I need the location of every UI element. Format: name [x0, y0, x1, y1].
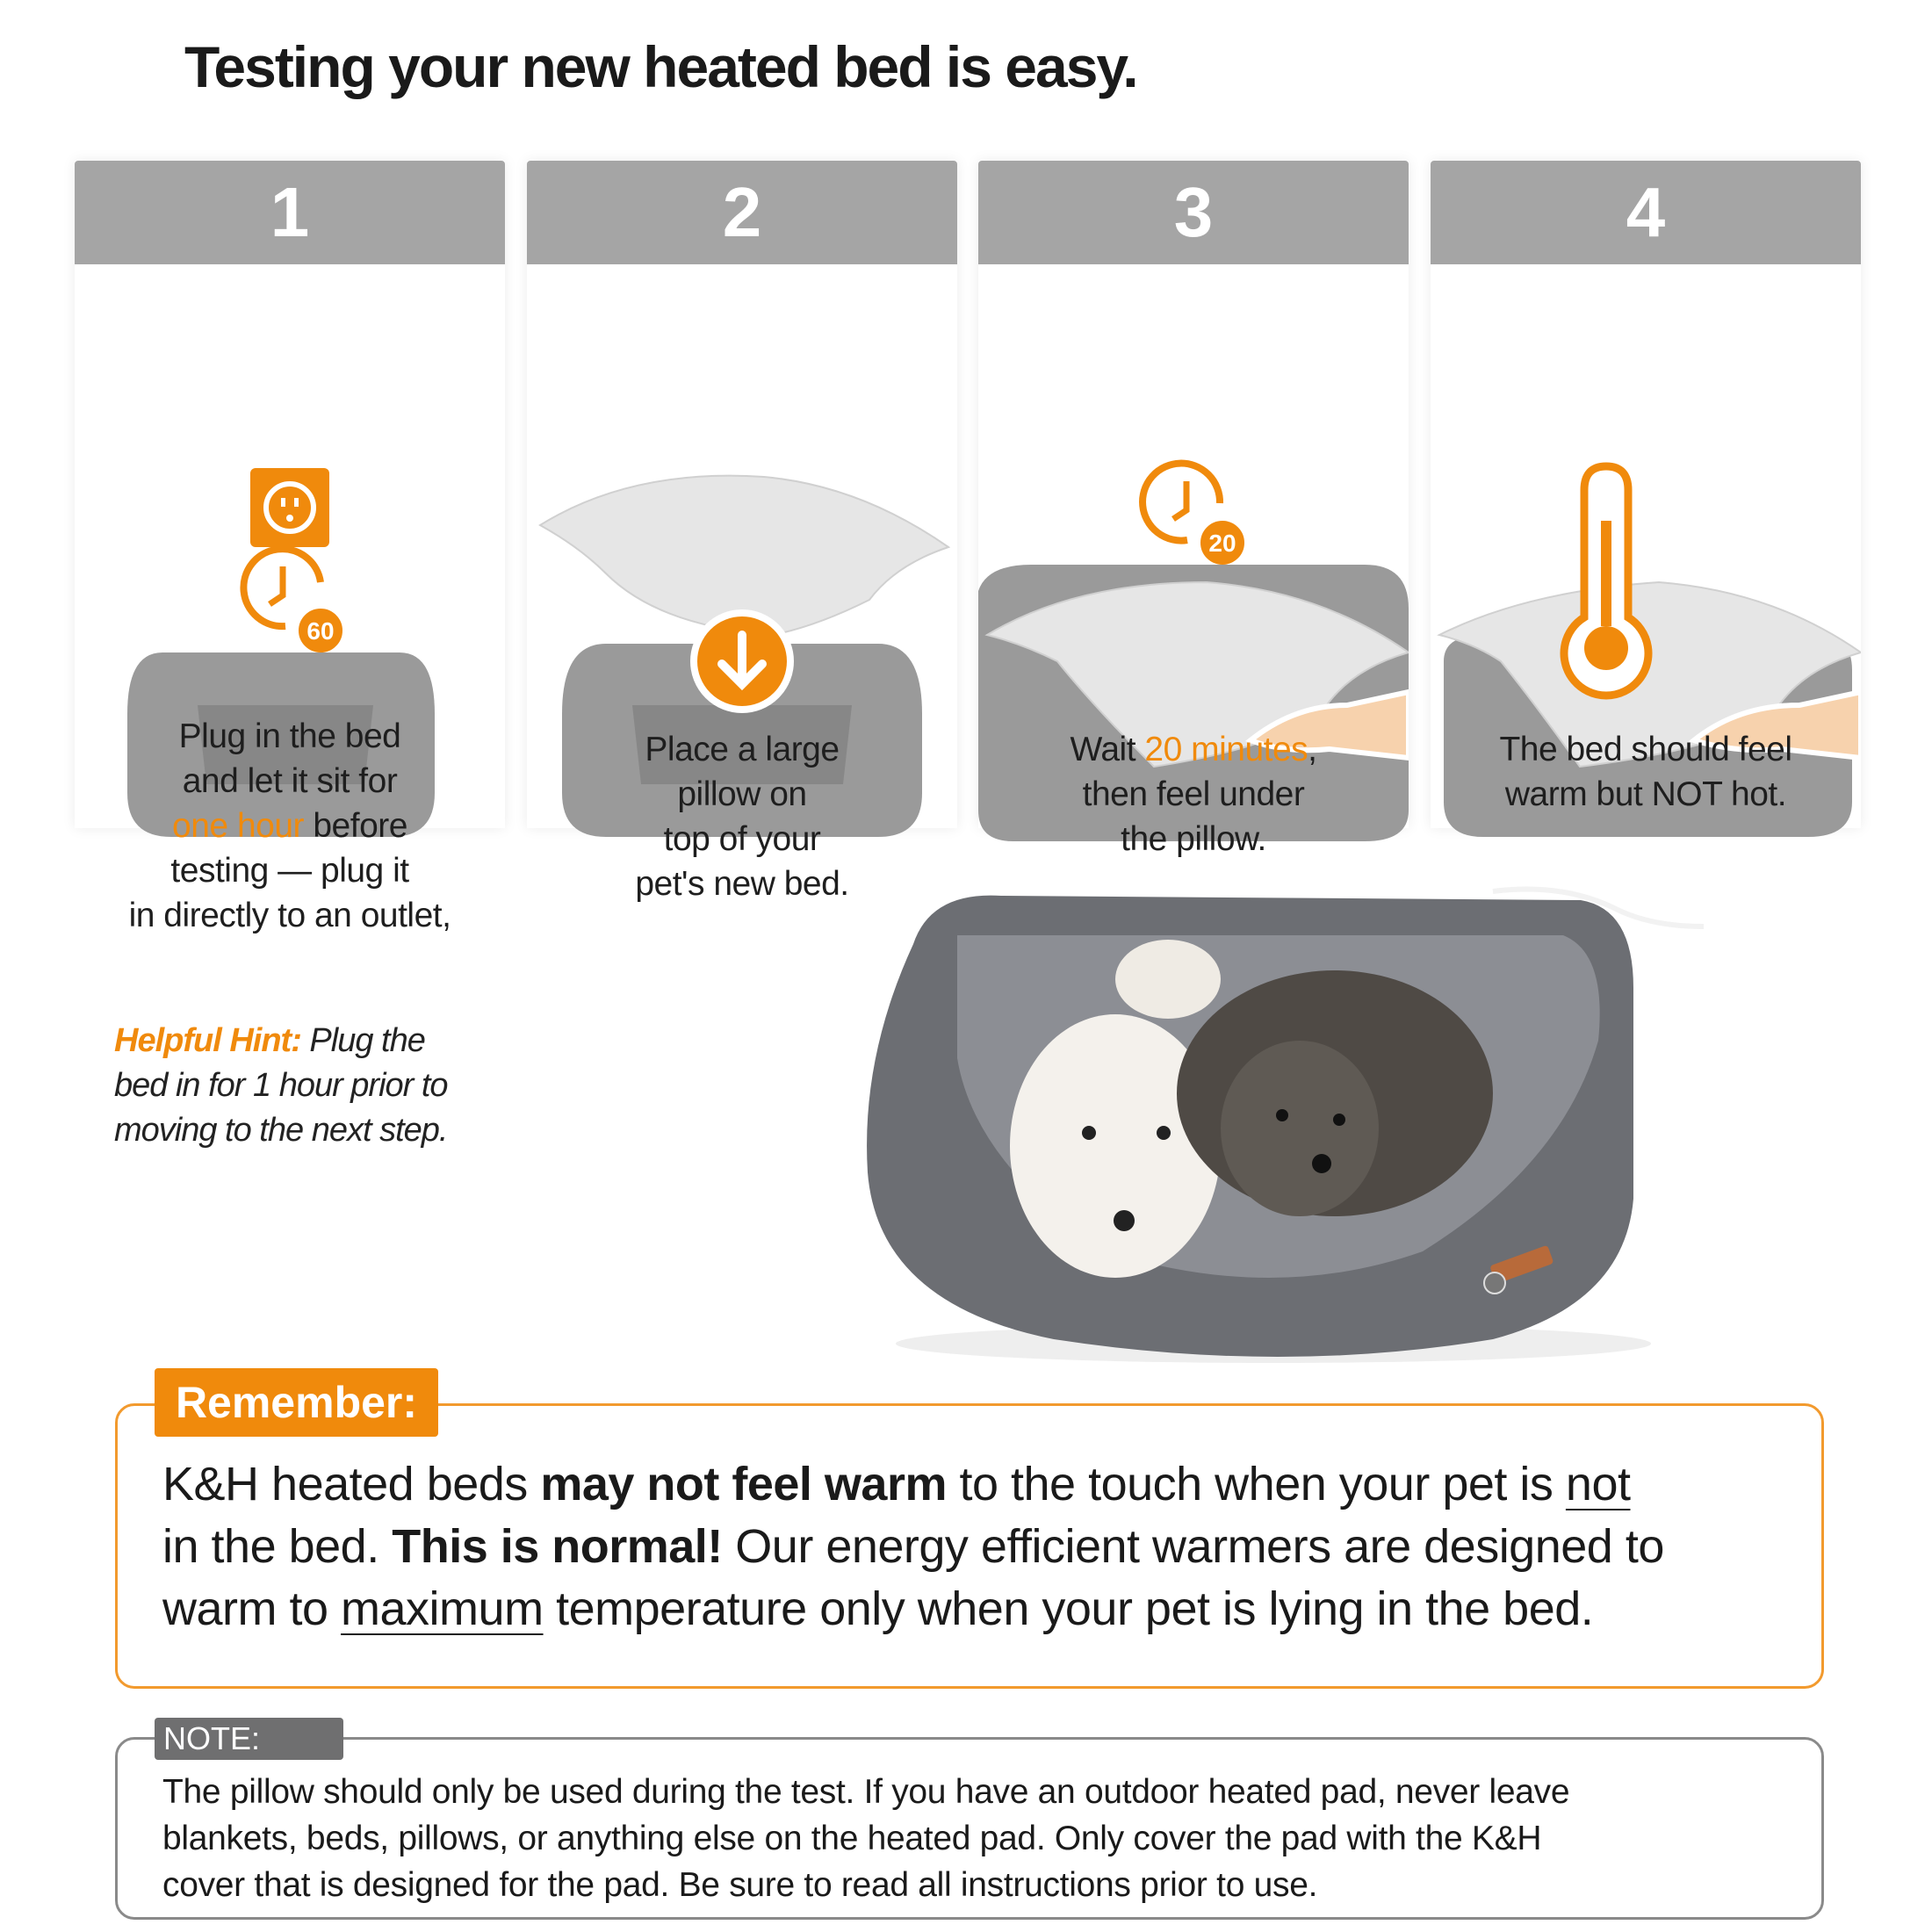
dark-dog	[1177, 970, 1493, 1216]
step-number: 1	[75, 161, 505, 264]
step-card-4	[1431, 161, 1861, 828]
note-label: NOTE:	[155, 1718, 343, 1760]
dogs-in-bed-photo	[861, 883, 1704, 1366]
step-card-2	[527, 161, 957, 903]
svg-text:60: 60	[306, 617, 335, 645]
note-text: The pillow should only be used during the test. If you have an outdoor heated pad, never leave blankets, beds, pillows, or anything else on the heated pad. Only cover the pad with the K&H cover that is designed for the pad. Be sure to read all instructions prior to use.	[162, 1773, 1570, 1904]
arrow-down-icon	[694, 613, 790, 710]
helpful-hint: Helpful Hint: Plug the bed in for 1 hour prior to moving to the next step.	[114, 1022, 448, 1149]
remember-label: Remember:	[155, 1368, 438, 1437]
step-number: 2	[527, 161, 957, 264]
svg-text:20: 20	[1208, 530, 1236, 557]
step-number: 3	[978, 161, 1409, 264]
step-card-1	[75, 161, 505, 934]
step-card-3	[978, 161, 1409, 858]
step-3-text: Wait 20 minutes, then feel under the pillow.	[1070, 731, 1317, 858]
page-title: Testing your new heated bed is easy.	[184, 34, 1137, 99]
remember-text: K&H heated beds may not feel warm to the touch when your pet is not in the bed. This is normal! Our energy efficient warmers are designed to warm to maximum temperature only when your pet is lying in the bed.	[162, 1458, 1664, 1635]
thermometer-icon	[1564, 466, 1648, 696]
step-number: 4	[1431, 161, 1861, 264]
clock-icon	[243, 549, 344, 654]
step-4-text: The bed should feel warm but NOT hot.	[1499, 731, 1792, 813]
clock-icon	[1143, 464, 1246, 566]
step-2-text: Place a large pillow on top of your pet's new bed.	[635, 731, 849, 903]
step-1-text: Plug in the bed and let it sit for one hour before testing — plug it in directly to an outlet,	[128, 717, 451, 934]
outlet-icon	[250, 468, 329, 547]
